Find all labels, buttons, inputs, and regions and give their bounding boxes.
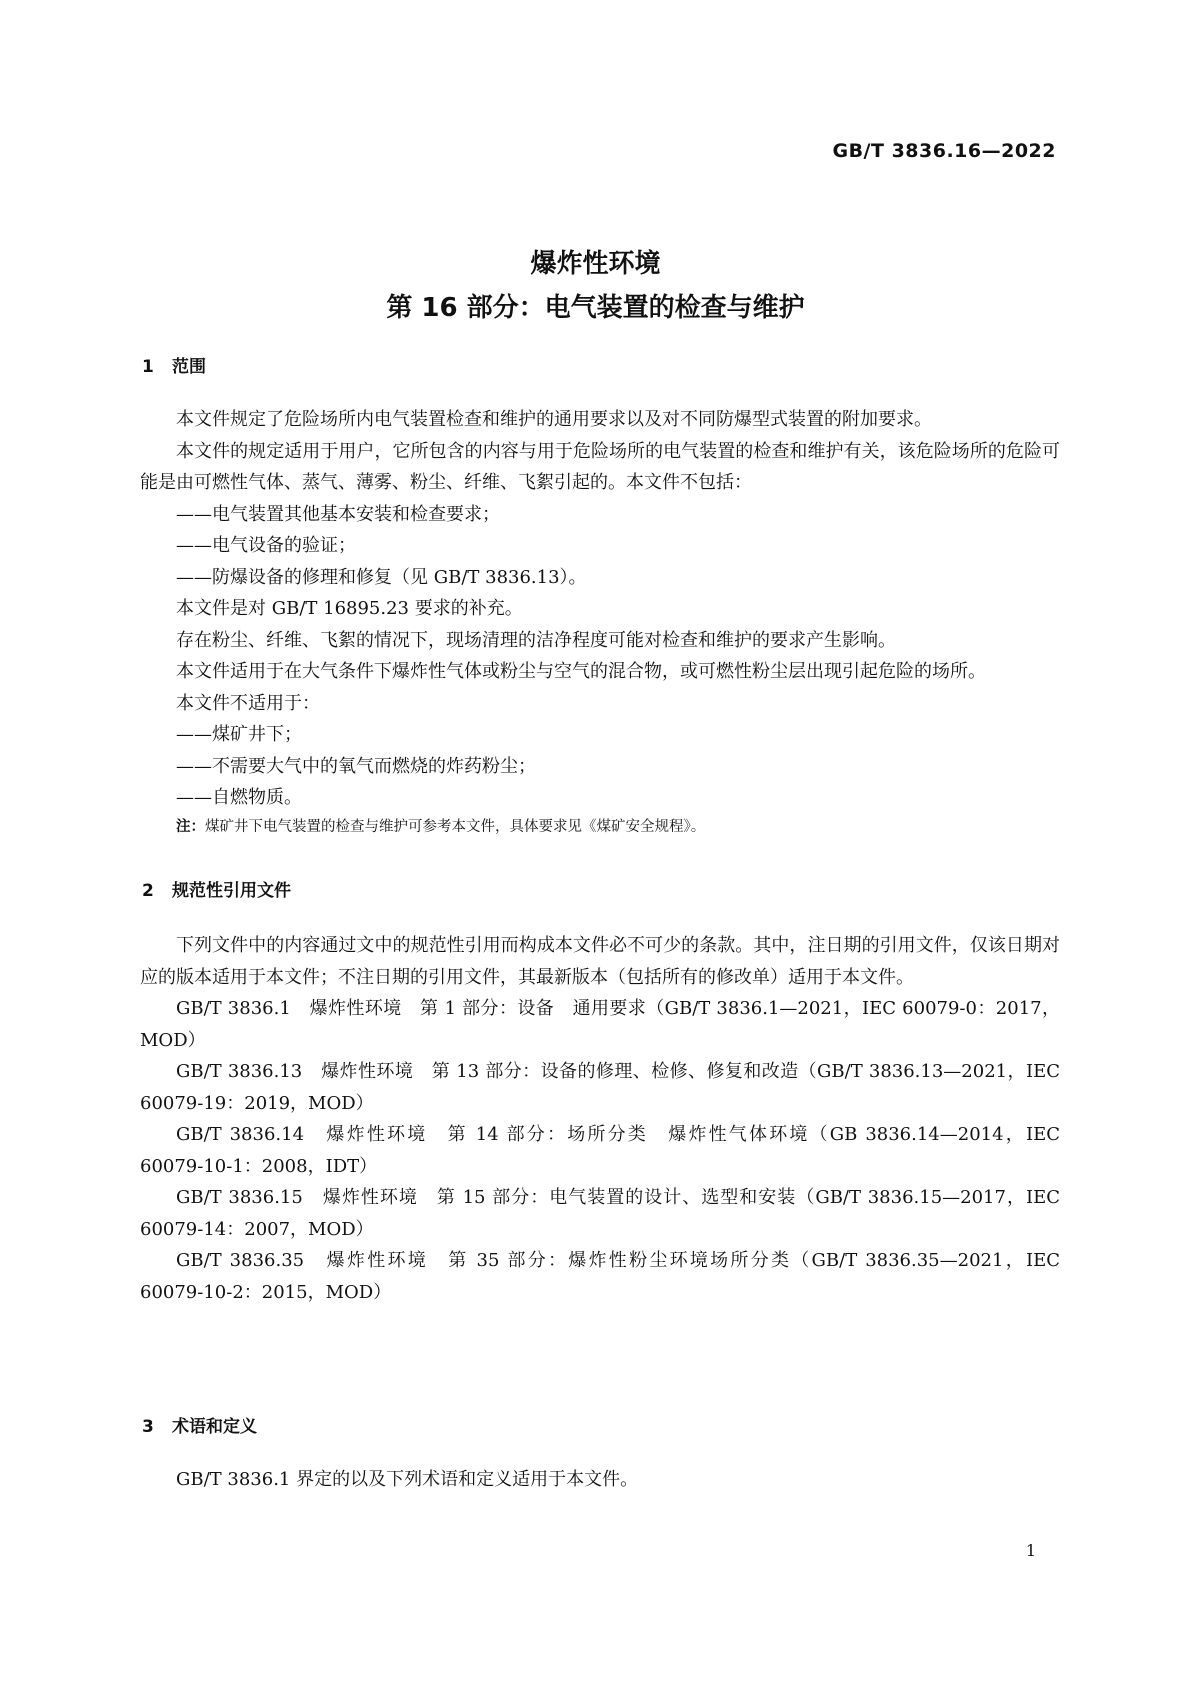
section-1-body: [140, 404, 1060, 840]
section-number: 2: [142, 881, 154, 901]
list-item: ——电气装置其他基本安装和检查要求；: [176, 503, 500, 525]
list-item: ——自燃物质。: [176, 787, 302, 808]
document-subtitle: 第 16 部分：电气装置的检查与维护: [386, 293, 805, 323]
note-label: 注：: [176, 818, 205, 835]
paragraph: GB/T 3836.1 界定的以及下列术语和定义适用于本文件。: [176, 1469, 639, 1490]
section-title: 范围: [172, 357, 206, 377]
paragraph: 本文件适用于在大气条件下爆炸性气体或粉尘与空气的混合物，或可燃性粉尘层出现引起危险的场所。: [176, 661, 986, 682]
standard-number: GB/T 3836.16—2022: [832, 140, 1056, 162]
paragraph: 本文件不适用于：: [176, 692, 320, 714]
section-title: 规范性引用文件: [172, 881, 291, 901]
paragraph: 本文件是对 GB/T 16895.23 要求的补充。: [176, 598, 523, 619]
section-2-heading: [142, 876, 291, 901]
section-1-heading: [142, 352, 206, 377]
list-item: ——防爆设备的修理和修复（见 GB/T 3836.13）。: [176, 566, 587, 588]
section-3-body: [140, 1464, 1060, 1496]
reference-entry: GB/T 3836.13 爆炸性环境 第 13 部分：设备的修理、检修、修复和改造（GB/T 3836.13—2021，IEC 60079-19：2019，MOD）: [140, 1061, 1060, 1114]
reference-entry: GB/T 3836.1 爆炸性环境 第 1 部分：设备 通用要求（GB/T 3836.1—2021，IEC 60079-0：2017，MOD）: [140, 998, 1060, 1051]
reference-entry: GB/T 3836.14 爆炸性环境 第 14 部分：场所分类 爆炸性气体环境（GB 3836.14—2014，IEC 60079-10-1：2008，IDT）: [140, 1124, 1060, 1177]
page-number: 1: [1025, 1541, 1036, 1560]
section-2-body: [140, 930, 1060, 1308]
paragraph: 本文件规定了危险场所内电气装置检查和维护的通用要求以及对不同防爆型式装置的附加要求。: [176, 409, 932, 430]
section-number: 1: [142, 357, 154, 377]
section-title: 术语和定义: [172, 1417, 257, 1437]
paragraph: 本文件的规定适用于用户，它所包含的内容与用于危险场所的电气装置的检查和维护有关，该危险场所的危险可能是由可燃性气体、蒸气、薄雾、粉尘、纤维、飞絮引起的。本文件不包括：: [140, 440, 1060, 493]
paragraph: 下列文件中的内容通过文中的规范性引用而构成本文件必不可少的条款。其中，注日期的引用文件，仅该日期对应的版本适用于本文件；不注日期的引用文件，其最新版本（包括所有的修改单）适用于本文件。: [140, 935, 1060, 988]
paragraph: 存在粉尘、纤维、飞絮的情况下，现场清理的洁净程度可能对检查和维护的要求产生影响。: [176, 629, 896, 651]
note-text: 煤矿井下电气装置的检查与维护可参考本文件，具体要求见《煤矿安全规程》。: [205, 818, 706, 835]
reference-entry: GB/T 3836.15 爆炸性环境 第 15 部分：电气装置的设计、选型和安装（GB/T 3836.15—2017，IEC 60079-14：2007，MOD）: [140, 1187, 1060, 1240]
section-number: 3: [142, 1417, 154, 1437]
list-item: ——煤矿井下；: [176, 724, 302, 745]
reference-entry: GB/T 3836.35 爆炸性环境 第 35 部分：爆炸性粉尘环境场所分类（GB/T 3836.35—2021，IEC 60079-10-2：2015，MOD）: [140, 1250, 1060, 1303]
document-title: 爆炸性环境: [530, 249, 661, 279]
section-3-heading: [142, 1412, 257, 1437]
note: [140, 814, 1060, 840]
list-item: ——不需要大气中的氧气而燃烧的炸药粉尘；: [176, 755, 536, 777]
list-item: ——电气设备的验证；: [176, 535, 356, 556]
